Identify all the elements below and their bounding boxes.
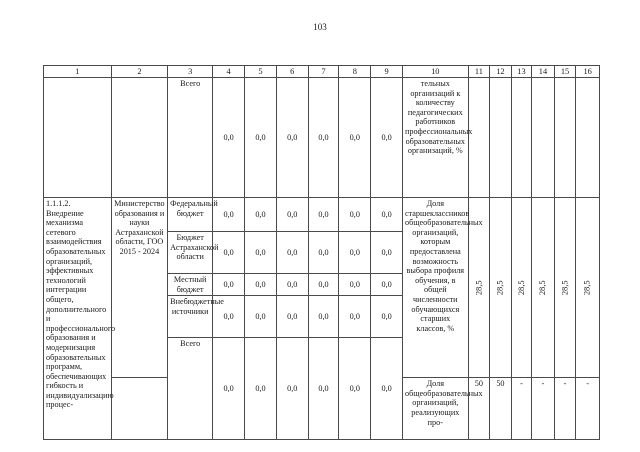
target-value: 50 xyxy=(468,378,490,440)
empty-cell xyxy=(111,78,167,198)
indicator-text: Доля общеобразовательных организаций, реализующих про- xyxy=(402,378,468,440)
target-value: 28,5 xyxy=(582,280,592,295)
target-value: - xyxy=(532,378,555,440)
value-cell: 0,0 xyxy=(308,232,339,274)
header-cell: 12 xyxy=(490,66,512,78)
value-cell: 0,0 xyxy=(371,198,403,232)
value-cell: 0,0 xyxy=(339,274,371,296)
value-cell: 0,0 xyxy=(213,198,245,232)
header-cell: 6 xyxy=(276,66,308,78)
empty-cell xyxy=(511,78,532,198)
value-cell: 0,0 xyxy=(276,78,308,198)
header-cell: 10 xyxy=(402,66,468,78)
page-number: 103 xyxy=(313,22,327,32)
measure-executor: Министерство образования и науки Астраханской области, ГОО 2015 - 2024 xyxy=(111,198,167,378)
header-cell: 1 xyxy=(44,66,112,78)
target-cell xyxy=(511,198,532,378)
target-cell xyxy=(576,198,600,378)
empty-cell xyxy=(468,78,490,198)
value-cell: 0,0 xyxy=(308,78,339,198)
value-cell: 0,0 xyxy=(245,274,277,296)
empty-cell xyxy=(576,78,600,198)
indicator-text: Доля старшеклассников общеобразовательных организаций, которым предоставлена возможность выбора профиля обучения, в общей численности обучающихся старших классов, % xyxy=(402,198,468,378)
target-cell xyxy=(490,198,512,378)
value-cell: 0,0 xyxy=(339,296,371,338)
funding-label: Всего xyxy=(168,338,213,440)
value-cell: 0,0 xyxy=(371,338,403,440)
header-cell: 2 xyxy=(111,66,167,78)
measure-description: 1.1.1.2. Внедрение механизма сетевого взаимодействия образовательных организаций, эффективных технологий интеграции общего, дополнительного и профессионального образования и модернизация образовательных программ, обеспечивающих гибкость и индивидуализацию процес- xyxy=(44,198,112,440)
target-value: 50 xyxy=(490,378,512,440)
target-cell xyxy=(532,198,555,378)
header-cell: 8 xyxy=(339,66,371,78)
value-cell: 0,0 xyxy=(245,198,277,232)
indicator-text: тельных организаций к количеству педагогических работников профессиональных образовательных организаций, % xyxy=(402,78,468,198)
value-cell: 0,0 xyxy=(276,198,308,232)
value-cell: 0,0 xyxy=(371,232,403,274)
header-cell: 9 xyxy=(371,66,403,78)
value-cell: 0,0 xyxy=(371,296,403,338)
header-cell: 11 xyxy=(468,66,490,78)
header-cell: 13 xyxy=(511,66,532,78)
target-cell xyxy=(468,198,490,378)
value-cell: 0,0 xyxy=(213,232,245,274)
value-cell: 0,0 xyxy=(213,296,245,338)
value-cell: 0,0 xyxy=(213,274,245,296)
value-cell: 0,0 xyxy=(339,232,371,274)
value-cell: 0,0 xyxy=(371,78,403,198)
target-value: 28,5 xyxy=(495,280,505,295)
value-cell: 0,0 xyxy=(213,78,245,198)
target-value: - xyxy=(576,378,600,440)
value-cell: 0,0 xyxy=(308,274,339,296)
value-cell: 0,0 xyxy=(245,296,277,338)
funding-label: Местный бюджет xyxy=(168,274,213,296)
header-cell: 5 xyxy=(245,66,277,78)
funding-row xyxy=(44,198,600,232)
target-value: 28,5 xyxy=(474,280,484,295)
value-cell: 0,0 xyxy=(245,232,277,274)
empty-cell xyxy=(490,78,512,198)
target-cell xyxy=(554,198,576,378)
header-cell: 4 xyxy=(213,66,245,78)
total-row-top xyxy=(44,78,600,198)
value-cell: 0,0 xyxy=(245,78,277,198)
target-value: - xyxy=(554,378,576,440)
program-table xyxy=(43,65,600,440)
header-cell: 14 xyxy=(532,66,555,78)
header-cell: 3 xyxy=(168,66,213,78)
value-cell: 0,0 xyxy=(308,338,339,440)
header-row xyxy=(44,66,600,78)
funding-label: Внебюджетные источники xyxy=(168,296,213,338)
value-cell: 0,0 xyxy=(339,78,371,198)
header-cell: 7 xyxy=(308,66,339,78)
value-cell: 0,0 xyxy=(276,296,308,338)
empty-cell xyxy=(44,78,112,198)
empty-cell xyxy=(532,78,555,198)
value-cell: 0,0 xyxy=(339,338,371,440)
value-cell: 0,0 xyxy=(308,198,339,232)
funding-label: Федеральный бюджет xyxy=(168,198,213,232)
header-cell: 16 xyxy=(576,66,600,78)
value-cell: 0,0 xyxy=(276,338,308,440)
value-cell: 0,0 xyxy=(308,296,339,338)
funding-label: Всего xyxy=(168,78,213,198)
empty-cell xyxy=(111,378,167,440)
target-value: 28,5 xyxy=(538,280,548,295)
value-cell: 0,0 xyxy=(245,338,277,440)
target-value: 28,5 xyxy=(516,280,526,295)
value-cell: 0,0 xyxy=(371,274,403,296)
value-cell: 0,0 xyxy=(276,232,308,274)
value-cell: 0,0 xyxy=(276,274,308,296)
empty-cell xyxy=(554,78,576,198)
header-cell: 15 xyxy=(554,66,576,78)
funding-label: Бюджет Астраханской области xyxy=(168,232,213,274)
value-cell: 0,0 xyxy=(213,338,245,440)
target-value: - xyxy=(511,378,532,440)
value-cell: 0,0 xyxy=(339,198,371,232)
target-value: 28,5 xyxy=(560,280,570,295)
